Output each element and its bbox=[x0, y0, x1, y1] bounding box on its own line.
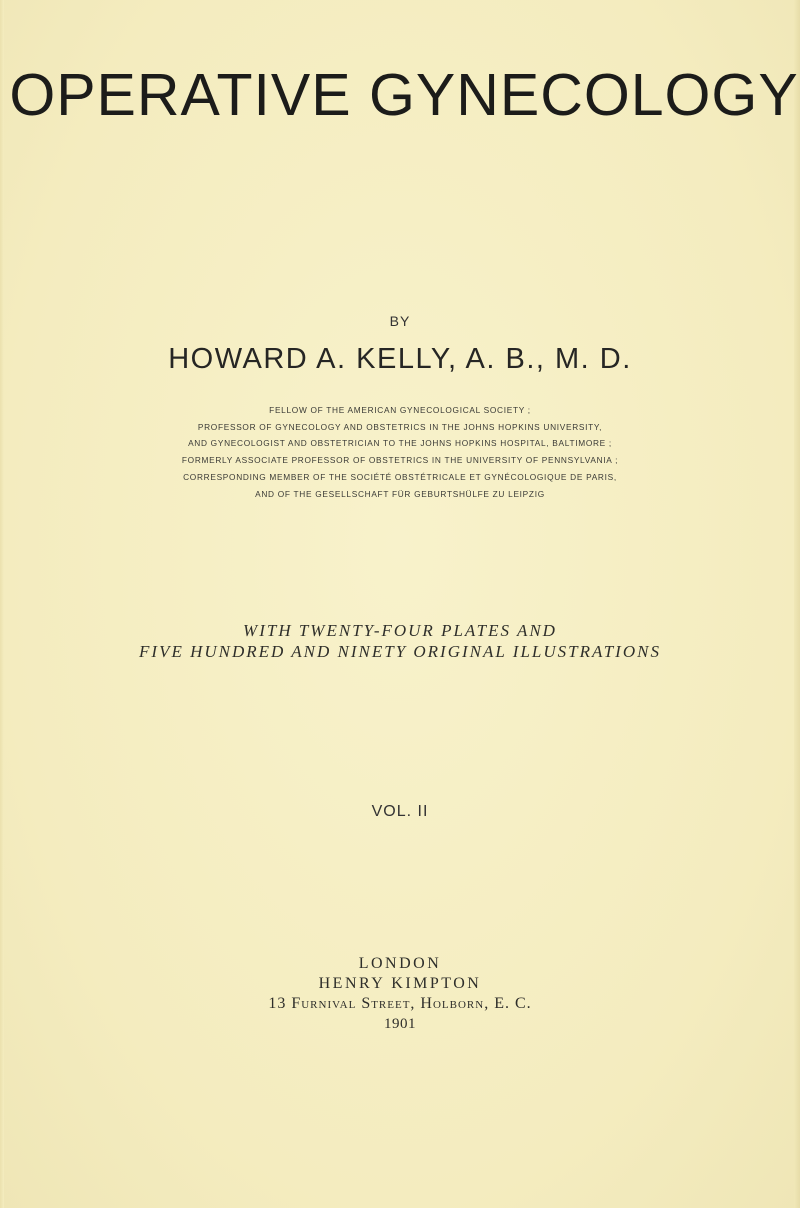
by-label: BY bbox=[389, 313, 411, 329]
illustrations-line: WITH TWENTY-FOUR PLATES AND bbox=[243, 621, 557, 640]
credential-line: CORRESPONDING MEMBER OF THE SOCIÉTÉ OBSTÉTRICALE ET GYNÉCOLOGIQUE DE PARIS, bbox=[183, 471, 617, 482]
publication-year: 1901 bbox=[384, 1016, 416, 1032]
publisher-city: LONDON bbox=[358, 955, 442, 972]
publisher-block bbox=[0, 954, 800, 1034]
credential-line: PROFESSOR OF GYNECOLOGY AND OBSTETRICS IN THE JOHNS HOPKINS UNIVERSITY, bbox=[197, 421, 603, 432]
author-credentials bbox=[0, 402, 800, 502]
illustrations-note bbox=[0, 620, 800, 662]
credential-line: AND GYNECOLOGIST AND OBSTETRICIAN TO THE JOHNS HOPKINS HOSPITAL, BALTIMORE ; bbox=[188, 438, 612, 449]
credential-line: FORMERLY ASSOCIATE PROFESSOR OF OBSTETRICS IN THE UNIVERSITY OF PENNSYLVANIA ; bbox=[181, 455, 619, 466]
credential-line: FELLOW OF THE AMERICAN GYNECOLOGICAL SOCIETY ; bbox=[269, 405, 531, 415]
publisher-name: HENRY KIMPTON bbox=[318, 975, 482, 992]
illustrations-line: FIVE HUNDRED AND NINETY ORIGINAL ILLUSTRATIONS bbox=[139, 642, 661, 661]
credential-line: AND OF THE GESELLSCHAFT FÜR GEBURTSHÜLFE ZU LEIPZIG bbox=[255, 488, 545, 499]
author-name: HOWARD A. KELLY, A. B., M. D. bbox=[168, 343, 632, 375]
volume-label: VOL. II bbox=[371, 803, 429, 820]
book-title: OPERATIVE GYNECOLOGY bbox=[9, 62, 799, 128]
publisher-address: 13 Furnival Street, Holborn, E. C. bbox=[268, 995, 532, 1012]
